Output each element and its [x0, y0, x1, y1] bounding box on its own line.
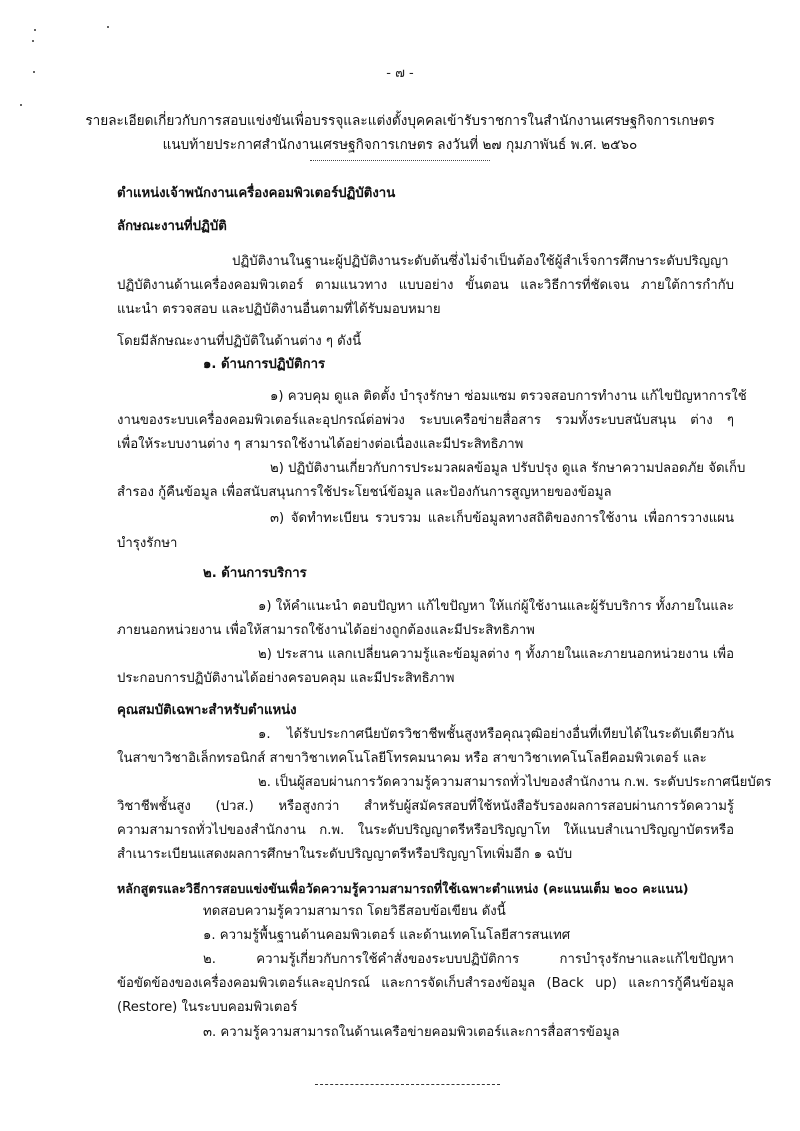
operations-item-2: ๒) ปฏิบัติงานเกี่ยวกับการประมวลผลข้อมูล ปรับปรุง ดูแล รักษาความปลอดภัย จัดเก็บ — [270, 461, 746, 476]
section-services-title: ๒. ด้านการบริการ — [203, 566, 307, 581]
exam-lead: ทดสอบความรู้ความสามารถ โดยวิธีสอบข้อเขียน ดังนี้ — [203, 904, 506, 919]
operations-item-2-cont: สำรอง กู้คืนข้อมูล เพื่อสนับสนุนการใช้ประโยชน์ข้อมูล และป้องกันการสูญหายของข้อมูล — [117, 485, 612, 500]
exam-heading: หลักสูตรและวิธีการสอบแข่งขันเพื่อวัดความรู้ความสามารถที่ใช้เฉพาะตำแหน่ง (คะแนนเต็ม ๒๐๐ คะแนน) — [117, 881, 689, 896]
operations-item-1: ๑) ควบคุม ดูแล ติดตั้ง บำรุงรักษา ซ่อมแซม ตรวจสอบการทำงาน แก้ไขปัญหาการใช้ — [270, 389, 747, 404]
operations-item-1-cont: งานของระบบเครื่องคอมพิวเตอร์และอุปกรณ์ต่อพ่วง ระบบเครือข่ายสื่อสาร รวมทั้งระบบสนับสนุน ต่าง ๆ — [117, 413, 734, 428]
job-lead: โดยมีลักษณะงานที่ปฏิบัติในด้านต่าง ๆ ดังนี้ — [117, 334, 362, 349]
title-divider — [310, 160, 490, 161]
qualification-item-1-cont: ในสาขาวิชาอิเล็กทรอนิกส์ สาขาวิชาเทคโนโลยีโทรคมนาคม หรือ สาขาวิชาเทคโนโลยีคอมพิวเตอร์ และ — [117, 751, 707, 766]
services-item-1-cont: ภายนอกหน่วยงาน เพื่อให้สามารถใช้งานได้อย่างถูกต้องและมีประสิทธิภาพ — [117, 623, 535, 638]
scan-speck — [34, 29, 36, 31]
qualification-item-2: ๒. เป็นผู้สอบผ่านการวัดความรู้ความสามารถทั่วไปของสำนักงาน ก.พ. ระดับประกาศนียบัตร — [258, 775, 772, 790]
qualification-item-2-cont: สำเนาระเบียนแสดงผลการศึกษาในระดับปริญญาตรีหรือปริญญาโทเพิ่มอีก ๑ ฉบับ — [117, 847, 573, 862]
section-operations-title: ๑. ด้านการปฏิบัติการ — [203, 357, 326, 372]
job-intro-line: ปฏิบัติงานด้านเครื่องคอมพิวเตอร์ ตามแนวทาง แบบอย่าง ขั้นตอน และวิธีการที่ชัดเจน ภายใต้การกำกับ — [117, 278, 734, 293]
scan-speck — [107, 26, 109, 28]
services-item-2: ๒) ประสาน แลกเปลี่ยนความรู้และข้อมูลต่าง ๆ ทั้งภายในและภายนอกหน่วยงาน เพื่อ — [258, 647, 734, 662]
operations-item-3: ๓) จัดทำทะเบียน รวบรวม และเก็บข้อมูลทางสถิติของการใช้งาน เพื่อการวางแผน — [270, 511, 734, 526]
exam-item-2-cont: ข้อขัดข้องของเครื่องคอมพิวเตอร์และอุปกรณ์ และการจัดเก็บสำรองข้อมูล (Back up) และการกู้คืนข้อมูล — [117, 976, 734, 991]
exam-item-1: ๑. ความรู้พื้นฐานด้านคอมพิวเตอร์ และด้านเทคโนโลยีสารสนเทศ — [203, 928, 571, 943]
position-heading: ตำแหน่งเจ้าพนักงานเครื่องคอมพิวเตอร์ปฏิบัติงาน — [117, 186, 396, 201]
scan-speck — [32, 40, 34, 42]
services-item-1: ๑) ให้คำแนะนำ ตอบปัญหา แก้ไขปัญหา ให้แก่ผู้ใช้งานและผู้รับบริการ ทั้งภายในและ — [258, 599, 734, 614]
operations-item-3-cont: บำรุงรักษา — [117, 536, 178, 551]
scan-speck — [20, 104, 22, 106]
document-title-line-2: แนบท้ายประกาศสำนักงานเศรษฐกิจการเกษตร ลงวันที่ ๒๗ กุมภาพันธ์ พ.ศ. ๒๕๖๐ — [162, 137, 638, 153]
document-title-line-1: รายละเอียดเกี่ยวกับการสอบแข่งขันเพื่อบรรจุและแต่งตั้งบุคคลเข้ารับราชการในสำนักงานเศรษฐกิจการเกษตร — [85, 113, 715, 129]
job-intro-line: แนะนำ ตรวจสอบ และปฏิบัติงานอื่นตามที่ได้รับมอบหมาย — [117, 302, 441, 317]
services-item-2-cont: ประกอบการปฏิบัติงานได้อย่างครอบคลุม และมีประสิทธิภาพ — [117, 671, 455, 686]
exam-item-2-cont: (Restore) ในระบบคอมพิวเตอร์ — [117, 1000, 298, 1015]
page-number: - ๗ - — [386, 66, 414, 81]
job-characteristics-heading: ลักษณะงานที่ปฏิบัติ — [117, 219, 227, 234]
end-divider — [315, 1084, 500, 1085]
qualifications-heading: คุณสมบัติเฉพาะสำหรับตำแหน่ง — [117, 703, 297, 718]
operations-item-1-cont: เพื่อให้ระบบงานต่าง ๆ สามารถใช้งานได้อย่างต่อเนื่องและมีประสิทธิภาพ — [117, 437, 524, 452]
exam-item-3: ๓. ความรู้ความสามารถในด้านเครือข่ายคอมพิวเตอร์และการสื่อสารข้อมูล — [203, 1025, 620, 1040]
exam-item-2: ๒. ความรู้เกี่ยวกับการใช้คำสั่งของระบบปฏิบัติการ การบำรุงรักษาและแก้ไขปัญหา — [203, 952, 734, 967]
job-intro-line: ปฏิบัติงานในฐานะผู้ปฏิบัติงานระดับต้นซึ่งไม่จำเป็นต้องใช้ผู้สำเร็จการศึกษาระดับปริญญา — [232, 254, 729, 269]
qualification-item-1: ๑. ได้รับประกาศนียบัตรวิชาชีพชั้นสูงหรือคุณวุฒิอย่างอื่นที่เทียบได้ในระดับเดียวกัน — [258, 727, 734, 742]
qualification-item-2-cont: ความสามารถทั่วไปของสำนักงาน ก.พ. ในระดับปริญญาตรีหรือปริญญาโท ให้แนบสำเนาปริญญาบัตรหรือ — [117, 823, 734, 838]
qualification-item-2-cont: วิชาชีพชั้นสูง (ปวส.) หรือสูงกว่า สำหรับผู้สมัครสอบที่ใช้หนังสือรับรองผลการสอบผ่านการวัดความรู้ — [117, 799, 734, 814]
